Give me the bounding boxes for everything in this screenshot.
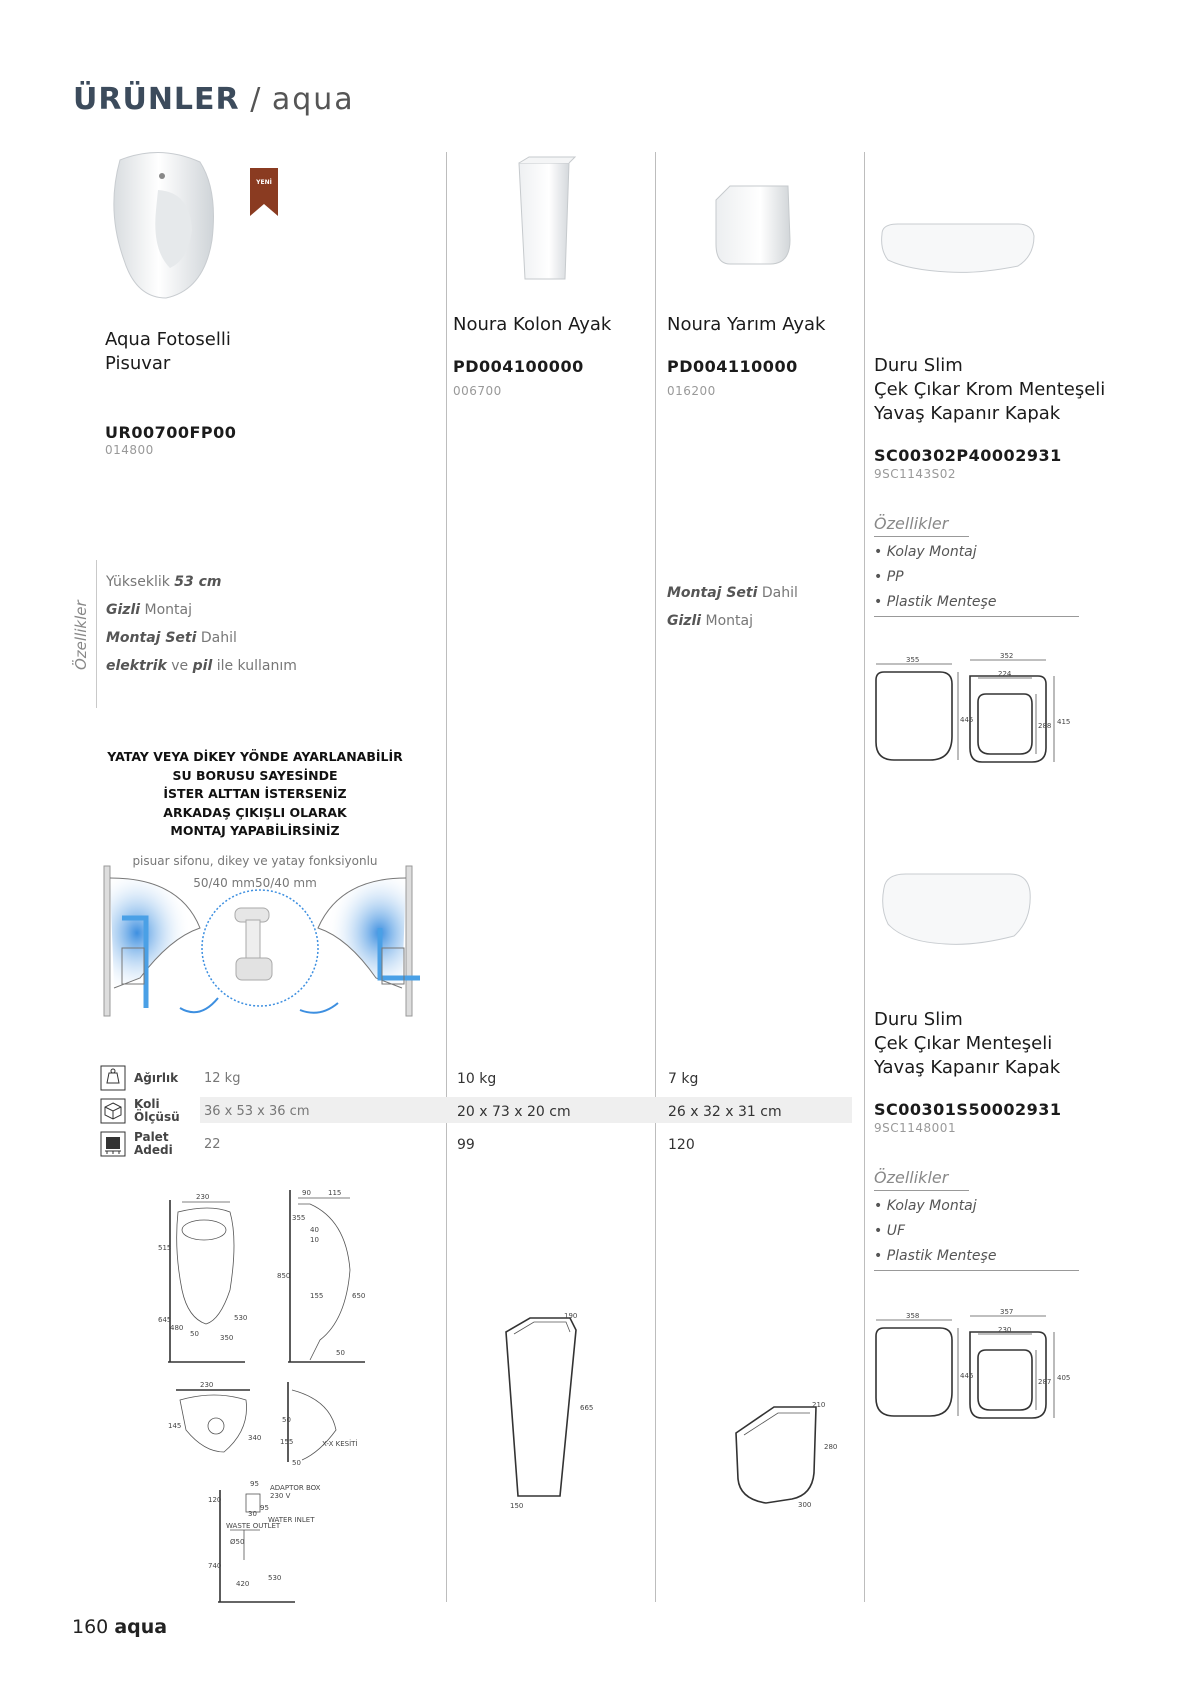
pallet-icon [100, 1131, 126, 1157]
dim-label: 300 [798, 1501, 812, 1509]
dim-label: 115 [328, 1189, 342, 1197]
dim-label: 515 [158, 1244, 172, 1252]
seat-dimension-drawing-2 [874, 1306, 1084, 1426]
column-pedestal-drawing [500, 1310, 620, 1510]
product-name-line: Çek Çıkar Menteşeli [874, 1033, 1053, 1054]
seat-cover-image-1 [878, 216, 1038, 276]
dim-label: 10 [310, 1236, 319, 1244]
product-name-line: Aqua Fotoselli [105, 329, 231, 350]
dim-label: 230 [200, 1381, 214, 1389]
dim-label: 850 [277, 1272, 291, 1280]
dim-label: 50 [336, 1349, 345, 1357]
box-size-value: 36 x 53 x 36 cm [204, 1104, 310, 1119]
dim-label: 40 [310, 1226, 319, 1234]
features-title: Özellikler [874, 514, 969, 537]
feature-highlight: Montaj Seti [667, 585, 758, 601]
product-name-line: Çek Çıkar Krom Menteşeli [874, 379, 1106, 400]
product-code: SC00301S50002931 [874, 1100, 1062, 1119]
dim-label: 190 [564, 1312, 578, 1320]
dim-label: 95 [250, 1480, 259, 1488]
product-subcode: 9SC1143S02 [874, 467, 957, 481]
product-name-line: Pisuvar [105, 353, 171, 374]
feature-item [106, 596, 297, 624]
features-side-text: Özellikler [72, 600, 90, 670]
new-badge [250, 168, 278, 216]
feature-highlight: Gizli [106, 602, 141, 618]
dim-label: X-X KESİTİ [322, 1440, 358, 1448]
dim-label: WATER INLET [268, 1516, 315, 1524]
feature-text: Yükseklik [106, 574, 175, 590]
dim-label: 340 [248, 1434, 262, 1442]
section-title: ÜRÜNLER [73, 82, 240, 117]
dim-label: 280 [824, 1443, 838, 1451]
dim-label: 288 [1038, 722, 1052, 730]
column-divider [446, 152, 447, 1602]
series-title: aqua [271, 82, 355, 117]
dim-label: 230 V [270, 1492, 291, 1500]
feature-item [106, 652, 297, 680]
promo-subline: pisuar sifonu, dikey ve yatay fonksiyonlu [132, 854, 378, 868]
dim-label: 446 [960, 1372, 974, 1380]
column-pedestal-image [505, 155, 585, 285]
dim-label: 350 [220, 1334, 234, 1342]
feature-item [667, 579, 798, 607]
dim-label: 355 [292, 1214, 306, 1222]
feature-item: • Plastik Menteşe [874, 1248, 997, 1264]
product-subcode: 9SC1148001 [874, 1121, 957, 1135]
box-size-value: 20 x 73 x 20 cm [457, 1104, 571, 1120]
dim-label: 224 [998, 670, 1012, 678]
product-subcode: 014800 [105, 443, 154, 457]
product-name [105, 328, 231, 376]
feature-item [667, 607, 798, 635]
promo-line: MONTAJ YAPABİLİRSİNİZ [170, 823, 340, 838]
dim-label: 650 [352, 1292, 366, 1300]
pallet-label [134, 1131, 173, 1157]
dim-label: 480 [170, 1324, 184, 1332]
badge-label: YENİ [256, 179, 272, 186]
dim-label: 50 [282, 1416, 291, 1424]
promo-line: SU BORUSU SAYESİNDE [172, 767, 338, 783]
weight-value: 12 kg [204, 1071, 241, 1086]
feature-item: • PP [874, 569, 904, 585]
siphon-illustration [100, 858, 430, 1028]
weight-label: Ağırlık [134, 1071, 179, 1085]
feature-highlight: Montaj Seti [106, 630, 197, 646]
feature-text: ile kullanım [212, 658, 297, 674]
dim-label: 357 [1000, 1308, 1014, 1316]
features-list [874, 540, 996, 615]
box-size-value: 26 x 32 x 31 cm [668, 1104, 782, 1120]
dim-label: 30 [248, 1510, 257, 1518]
features-side-rule [96, 560, 97, 708]
promo-subline: 50/40 mm50/40 mm [193, 876, 317, 890]
pallet-value: 120 [668, 1137, 695, 1153]
dim-label: WASTE OUTLET [226, 1522, 281, 1530]
dim-label: 665 [580, 1404, 594, 1412]
dim-label: 210 [812, 1401, 826, 1409]
footer-series: aqua [114, 1616, 168, 1638]
page-number: 160 [72, 1616, 109, 1638]
features-rule [874, 1270, 1079, 1271]
promo-line: ARKADAŞ ÇIKIŞLI OLARAK [163, 804, 347, 820]
box-icon [100, 1098, 126, 1124]
dim-label: 355 [906, 656, 920, 664]
feature-item: • Kolay Montaj [874, 1198, 977, 1214]
dim-label: Ø50 [230, 1538, 245, 1546]
pallet-value: 99 [457, 1137, 475, 1153]
feature-text: Montaj [140, 602, 192, 618]
box-label-line: Ölçüsü [134, 1110, 180, 1124]
dim-label: 155 [310, 1292, 324, 1300]
dim-label: 645 [158, 1316, 172, 1324]
feature-text: Kolay Montaj [886, 544, 977, 560]
page-footer [72, 1616, 167, 1638]
feature-item: • Plastik Menteşe [874, 594, 997, 610]
urinal-product-image [100, 150, 230, 300]
product-name: Noura Yarım Ayak [667, 314, 826, 335]
feature-highlight: elektrik [106, 658, 167, 674]
feature-item [106, 624, 297, 652]
features-list [667, 579, 798, 635]
seat-cover-image-2 [876, 866, 1036, 950]
half-pedestal-drawing [730, 1395, 850, 1515]
half-pedestal-image [712, 180, 796, 270]
features-rule [874, 616, 1079, 617]
box-label [134, 1098, 180, 1124]
dim-label: 445 [960, 716, 974, 724]
dim-label: 358 [906, 1312, 920, 1320]
pallet-value: 22 [204, 1137, 221, 1152]
weight-value: 7 kg [668, 1071, 699, 1087]
dim-label: 90 [302, 1189, 311, 1197]
seat-dimension-drawing-1 [874, 650, 1084, 770]
dim-label: 150 [510, 1502, 524, 1510]
dim-label: 120 [208, 1496, 222, 1504]
features-list [874, 1194, 996, 1269]
feature-text: Dahil [196, 630, 237, 646]
dim-label: 352 [1000, 652, 1014, 660]
pallet-label-line: Palet [134, 1130, 169, 1144]
dim-label: 50 [292, 1459, 301, 1467]
feature-item: • UF [874, 1223, 906, 1239]
product-name [874, 354, 1105, 426]
box-label-line: Koli [134, 1097, 160, 1111]
feature-item [106, 568, 297, 596]
product-subcode: 006700 [453, 384, 502, 398]
product-subcode: 016200 [667, 384, 716, 398]
title-separator: / [250, 82, 262, 117]
promo-line: İSTER ALTTAN İSTERSENİZ [163, 786, 347, 801]
product-name [874, 1008, 1060, 1080]
dim-label: 50 [190, 1330, 199, 1338]
feature-text: ve [166, 658, 193, 674]
weight-value: 10 kg [457, 1071, 497, 1087]
features-title: Özellikler [874, 1168, 969, 1191]
pallet-label-line: Adedi [134, 1143, 173, 1157]
feature-item: • Kolay Montaj [874, 544, 977, 560]
dim-label: 415 [1057, 718, 1071, 726]
feature-text: Plastik Menteşe [886, 594, 997, 610]
product-code: PD004110000 [667, 357, 798, 376]
feature-text: Kolay Montaj [886, 1198, 977, 1214]
dim-label: 230 [196, 1193, 210, 1201]
dim-label: 145 [168, 1422, 182, 1430]
product-code: SC00302P40002931 [874, 446, 1062, 465]
promo-text [100, 748, 410, 841]
feature-text: Dahil [757, 585, 798, 601]
dim-label: 420 [236, 1580, 250, 1588]
feature-text: Plastik Menteşe [886, 1248, 997, 1264]
dim-label: 95 [260, 1504, 269, 1512]
product-name-line: Duru Slim [874, 355, 963, 376]
dim-label: 155 [280, 1438, 294, 1446]
product-code: PD004100000 [453, 357, 584, 376]
feature-text: Montaj [701, 613, 753, 629]
product-code: UR00700FP00 [105, 423, 237, 442]
weight-icon [100, 1065, 126, 1091]
product-name-line: Duru Slim [874, 1009, 963, 1030]
badge-ribbon-icon [250, 168, 278, 216]
features-side-label [72, 575, 88, 695]
feature-highlight: 53 cm [174, 574, 222, 590]
product-name-line: Yavaş Kapanır Kapak [874, 403, 1061, 424]
product-name: Noura Kolon Ayak [453, 314, 612, 335]
promo-line: YATAY VEYA DİKEY YÖNDE AYARLANABİLİR [107, 749, 403, 764]
urinal-technical-drawing [160, 1190, 380, 1610]
feature-highlight: Gizli [667, 613, 702, 629]
feature-text: PP [886, 569, 904, 585]
dim-label: 530 [234, 1314, 248, 1322]
dim-label: 405 [1057, 1374, 1071, 1382]
dim-label: 740 [208, 1562, 222, 1570]
column-divider [655, 152, 656, 1602]
column-divider [864, 152, 865, 1602]
product-name-line: Yavaş Kapanır Kapak [874, 1057, 1061, 1078]
features-list [106, 568, 297, 680]
page-title [73, 82, 355, 117]
dim-label: 287 [1038, 1378, 1052, 1386]
dim-label: 530 [268, 1574, 282, 1582]
feature-text: UF [886, 1223, 906, 1239]
feature-highlight: pil [192, 658, 213, 674]
dim-label: ADAPTOR BOX [270, 1484, 321, 1492]
dim-label: 230 [998, 1326, 1012, 1334]
